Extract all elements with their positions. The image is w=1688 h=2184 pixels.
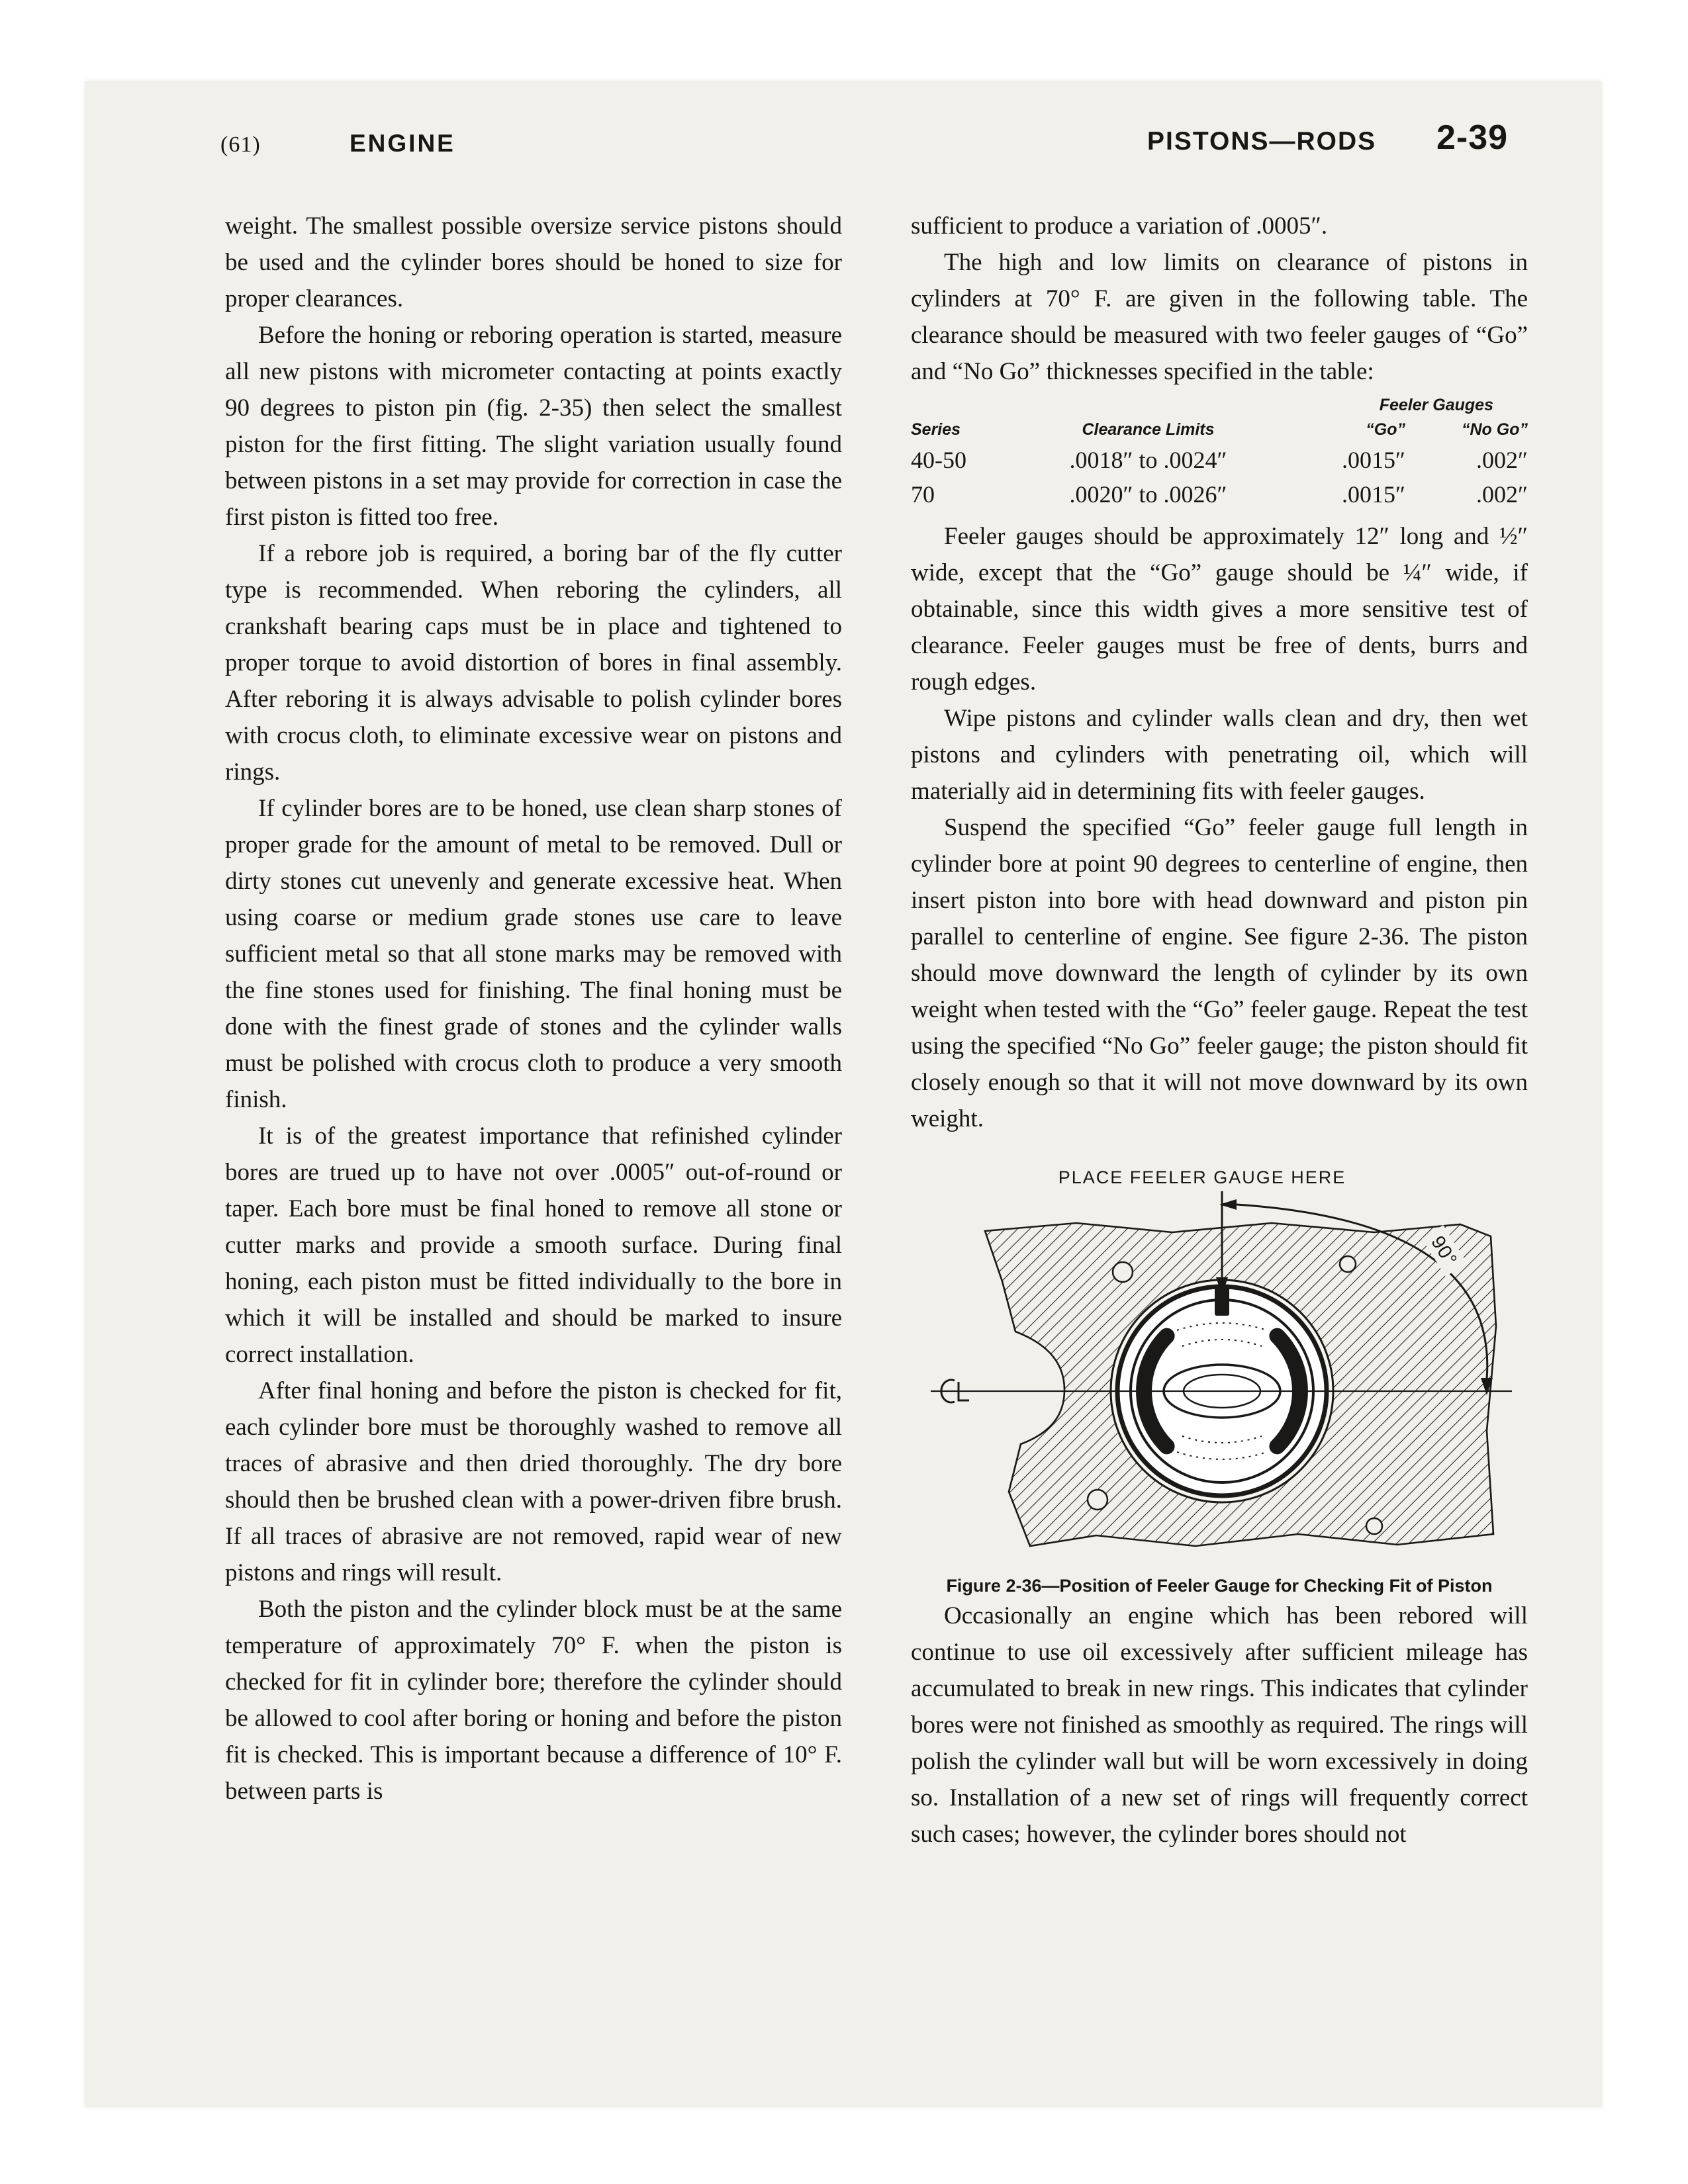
section-title-right: PISTONS—RODS xyxy=(1147,127,1377,156)
paragraph: The high and low limits on clearance of pistons in cylinders at 70° F. are given in the following table. The clearance should be measured with two feeler gauges of “Go” and “No Go” thicknesses specified in the table: xyxy=(911,249,1528,385)
bolt-hole xyxy=(1113,1262,1133,1282)
right-column xyxy=(911,208,1528,1852)
angle-label: 90° xyxy=(1427,1232,1462,1270)
paragraph: If cylinder bores are to be honed, use clean sharp stones of proper grade for the amount of metal to be removed. Dull or dirty stones cut unevenly and generate excessive heat. When using coarse or medium grade stones use care to leave sufficient metal so that all stone marks may be removed with the fine stones used for finishing. The final honing must be done with the finest grade of stones and the cylinder walls must be polished with crocus cloth to produce a very smooth finish. xyxy=(225,795,842,1113)
paragraph: It is of the greatest importance that refinished cylinder bores are trued up to have not over .0005″ out-of-round or taper. Each bore must be final honed to remove all stone or cutter marks and provide a smooth surface. During final honing, each piston must be fitted individually to the bore in which it will be installed and should be marked to insure correct installation. xyxy=(225,1122,842,1368)
table-cell: .0018″ to .0024″ xyxy=(1069,447,1227,473)
table-cell: .0020″ to .0026″ xyxy=(1069,481,1227,508)
bolt-hole xyxy=(1088,1490,1107,1510)
figure-2-36 xyxy=(911,1165,1528,1598)
column-header: “No Go” xyxy=(1462,420,1528,439)
paragraph: sufficient to produce a variation of .0005″. xyxy=(911,212,1328,240)
table-cell: 70 xyxy=(911,481,935,508)
figure-callout-label: PLACE FEELER GAUGE HERE xyxy=(1058,1167,1346,1187)
column-header: Series xyxy=(911,420,961,439)
paragraph: After final honing and before the piston is checked for fit, each cylinder bore must be thoroughly washed to remove all traces of abrasive and then dried thoroughly. The dry bore should then be brushed clean with a power-driven fibre brush. If all traces of abrasive are not removed, rapid wear of new pistons and rings will result. xyxy=(225,1377,842,1586)
paragraph: Both the piston and the cylinder block must be at the same temperature of approximately 70° F. when the piston is checked for fit in cylinder bore; therefore the cylinder should be allowed to cool after boring or honing and before the piston fit is checked. This is important because a difference of 10° F. between parts is xyxy=(225,1596,842,1805)
paragraph: Suspend the specified “Go” feeler gauge full length in cylinder bore at point 90 degrees to centerline of engine, then insert piston into bore with head downward and piston pin parallel to centerline of engine. See figure 2-36. The piston should move downward the length of cylinder by its own weight when tested with the “Go” feeler gauge. Repeat the test using the specified “No Go” feeler gauge; the piston should fit closely enough so that it will not move downward by its own weight. xyxy=(911,814,1528,1132)
table-cell: .002″ xyxy=(1476,481,1528,508)
paragraph: Feeler gauges should be approximately 12″ long and ½″ wide, except that the “Go” gauge should be ¼″ wide, if obtainable, since this width gives a more sensitive test of clearance. Feeler gauges must be free of dents, burrs and rough edges. xyxy=(911,523,1528,696)
table-cell: 40-50 xyxy=(911,447,966,473)
page-number-left: (61) xyxy=(220,132,261,157)
section-title-left: ENGINE xyxy=(350,130,455,157)
paragraph: Occasionally an engine which has been rebored will continue to use oil excessively after sufficient mileage has accumulated to break in new rings. This indicates that cylinder bores were not finished as smoothly as required. The rings will polish the cylinder wall but will be worn excessively in doing so. Installation of a new set of rings will frequently correct such cases; however, the cylinder bores should not xyxy=(911,1602,1528,1848)
page-number-right: 2-39 xyxy=(1436,118,1509,157)
piston-fit-diagram xyxy=(911,1165,1528,1565)
paragraph: weight. The smallest possible oversize service pistons should be used and the cylinder bores should be honed to size for proper clearances. xyxy=(225,212,842,312)
paragraph: If a rebore job is required, a boring bar of the fly cutter type is recommended. When reboring the cylinders, all crankshaft bearing caps must be in place and tightened to proper torque to avoid distortion of bores in final assembly. After reboring it is always advisable to polish cylinder bores with crocus cloth, to eliminate excessive wear on pistons and rings. xyxy=(225,540,842,786)
table-cell: .002″ xyxy=(1476,447,1528,473)
column-header: Clearance Limits xyxy=(1082,420,1215,439)
paragraph: Before the honing or reboring operation is started, measure all new pistons with micrometer contacting at points exactly 90 degrees to piston pin (fig. 2-35) then select the smallest piston for the first fitting. The slight variation usually found between pistons in a set may provide for correction in case the first piston is fitted too free. xyxy=(225,322,842,531)
paragraph: Wipe pistons and cylinder walls clean and dry, then wet pistons and cylinders with penetrating oil, which will materially aid in determining fits with feeler gauges. xyxy=(911,705,1528,805)
column-header: “Go” xyxy=(1366,420,1405,439)
manual-page xyxy=(85,81,1602,2107)
bolt-hole xyxy=(1366,1518,1382,1534)
table-cell: .0015″ xyxy=(1342,481,1405,508)
table-cell: .0015″ xyxy=(1342,447,1405,473)
table-group-header: Feeler Gauges xyxy=(1379,396,1493,414)
figure-caption: Figure 2-36—Position of Feeler Gauge for Checking Fit of Piston xyxy=(946,1576,1493,1596)
clearance-table xyxy=(911,394,1528,512)
left-column xyxy=(225,208,842,1809)
bolt-hole xyxy=(1340,1256,1356,1272)
